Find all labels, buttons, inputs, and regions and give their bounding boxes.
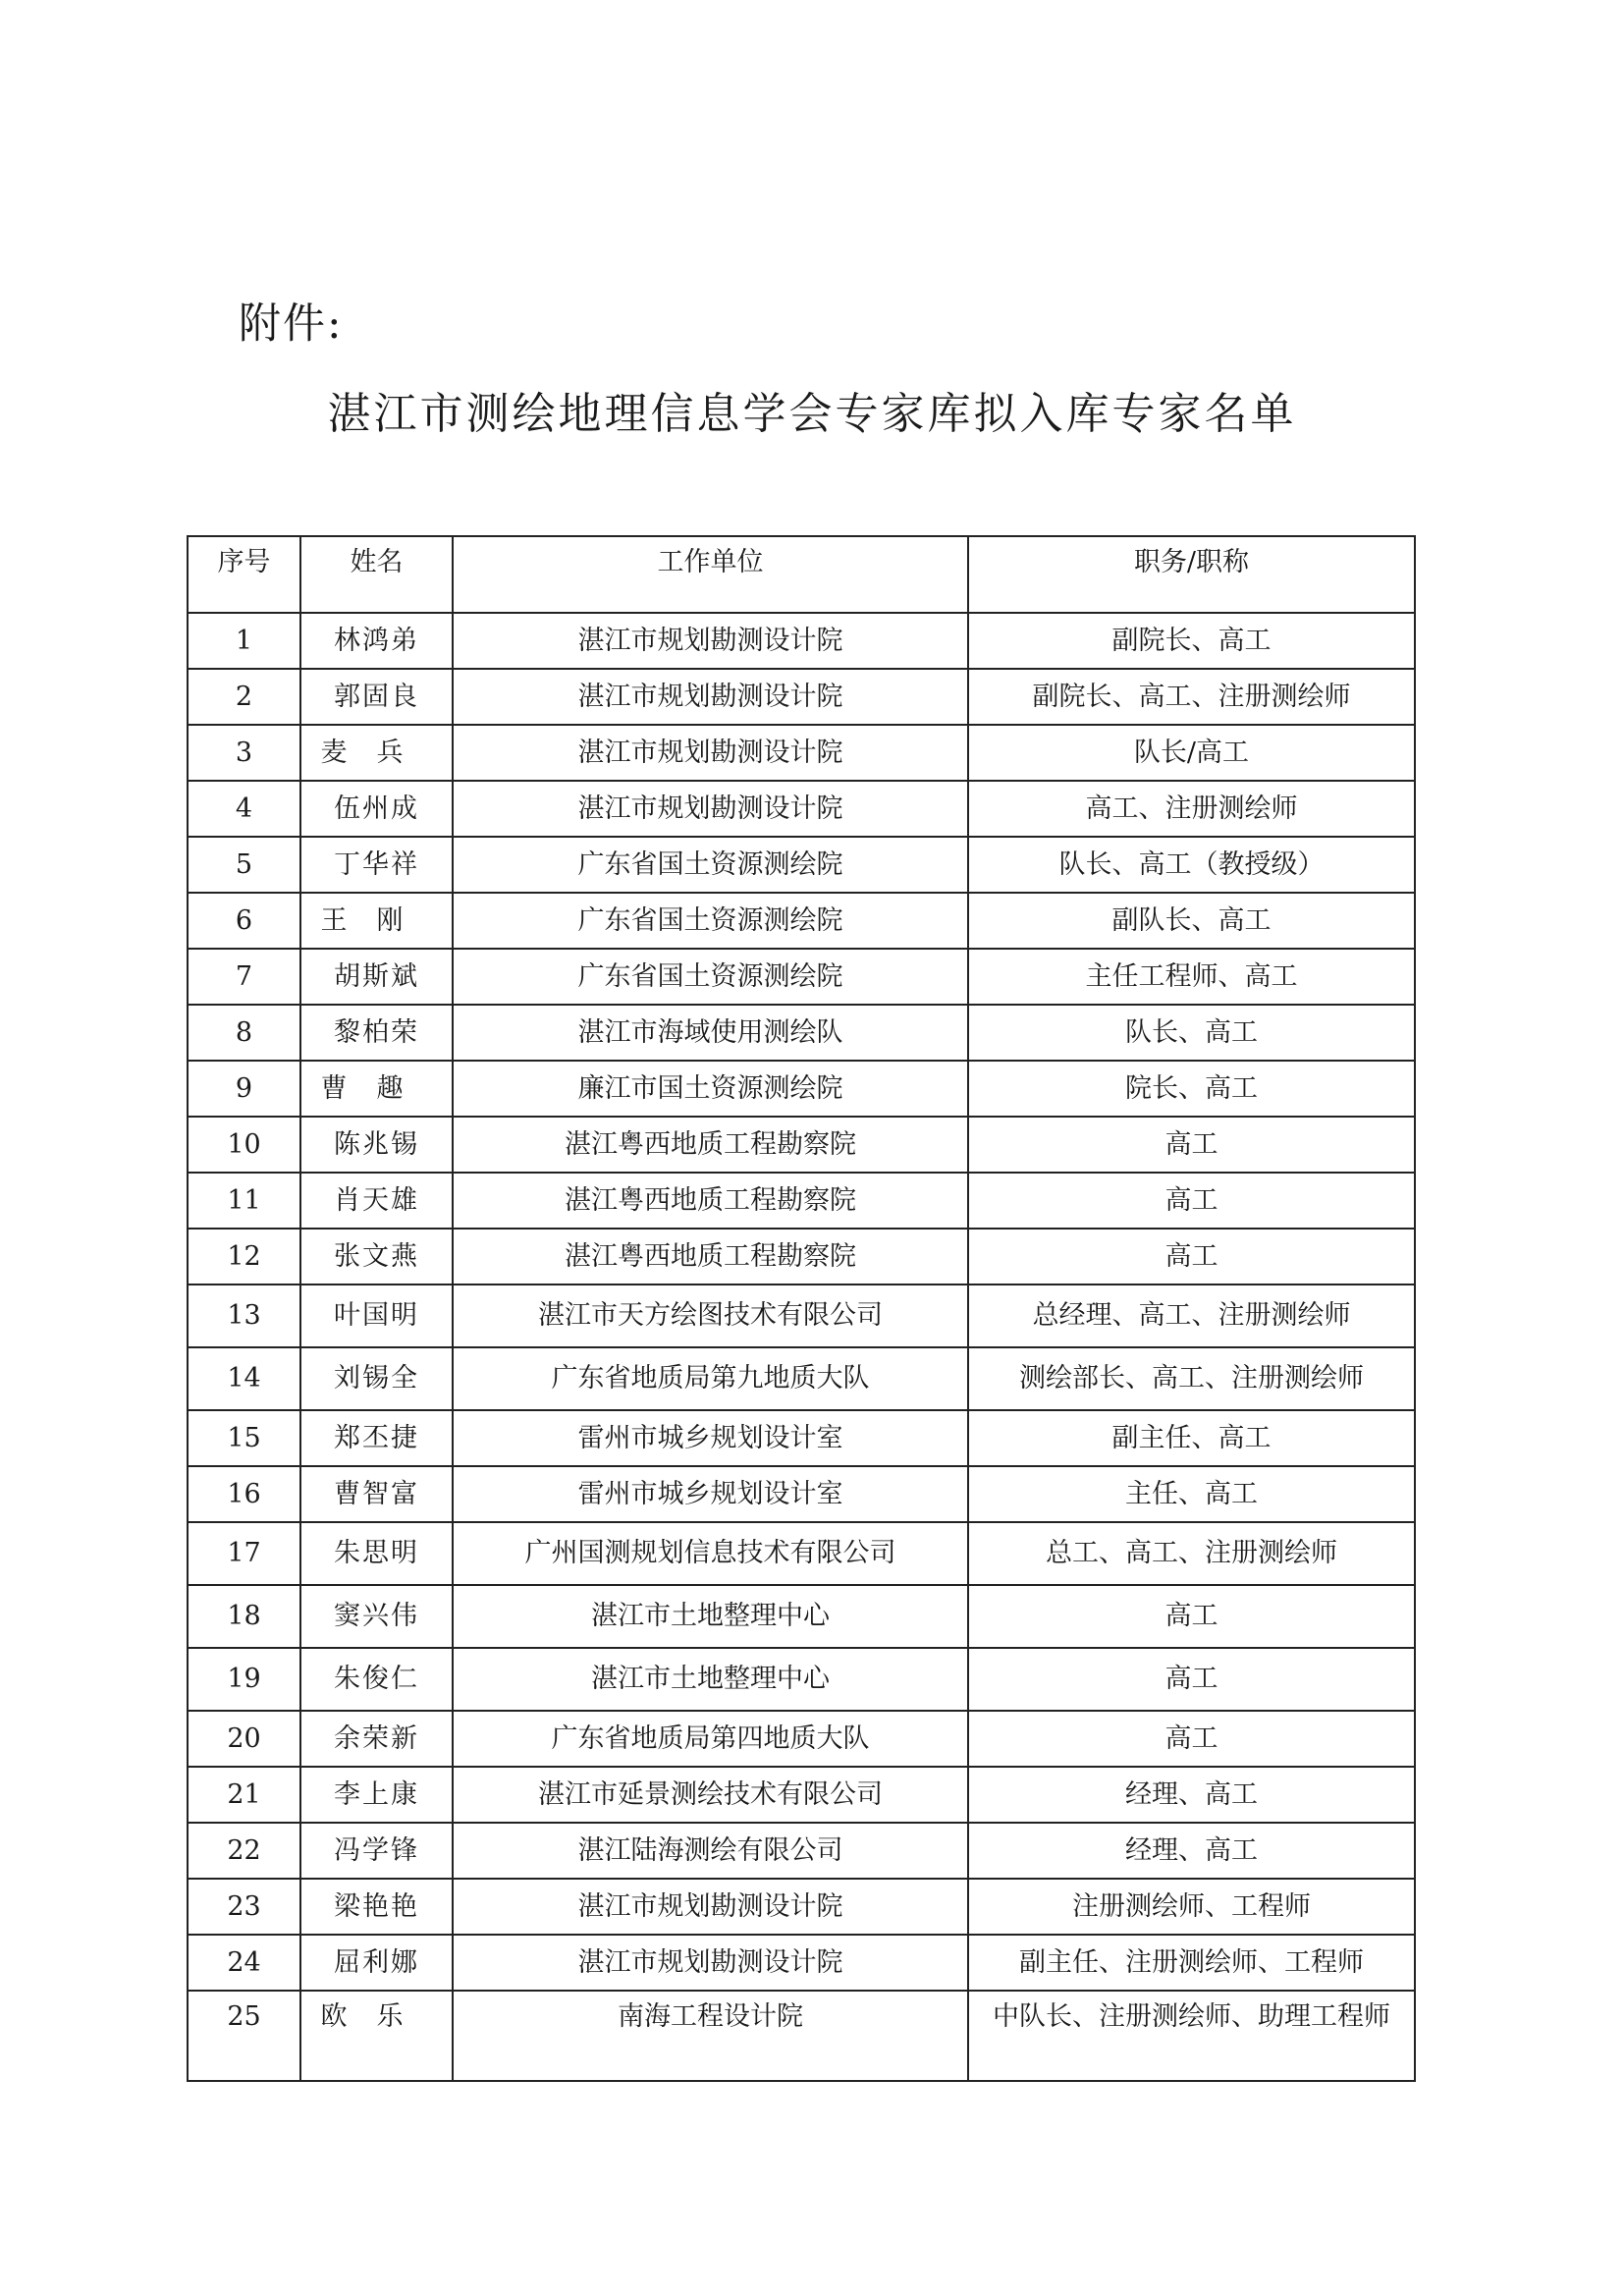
document-title: 湛江市测绘地理信息学会专家库拟入库专家名单 (327, 389, 1297, 439)
cell-no: 15 (188, 1410, 300, 1466)
header-org: 工作单位 (453, 536, 968, 613)
cell-name: 叶国明 (300, 1285, 453, 1347)
cell-name: 陈兆锡 (300, 1117, 453, 1173)
table-header-row (188, 536, 1415, 613)
cell-title: 总经理、高工、注册测绘师 (968, 1285, 1415, 1347)
table-row (188, 781, 1415, 837)
cell-title: 副院长、高工、注册测绘师 (968, 669, 1415, 725)
cell-title: 院长、高工 (968, 1061, 1415, 1117)
cell-title: 队长、高工（教授级） (968, 837, 1415, 893)
cell-no: 9 (188, 1061, 300, 1117)
cell-name: 张文燕 (300, 1229, 453, 1285)
table-row (188, 1285, 1415, 1347)
cell-org: 湛江市延景测绘技术有限公司 (453, 1767, 968, 1823)
cell-no: 20 (188, 1711, 300, 1767)
cell-no: 4 (188, 781, 300, 837)
cell-name: 冯学锋 (300, 1823, 453, 1879)
attachment-label: 附件: (239, 300, 344, 349)
table-row (188, 1005, 1415, 1061)
cell-org: 湛江市规划勘测设计院 (453, 1935, 968, 1991)
cell-org: 廉江市国土资源测绘院 (453, 1061, 968, 1117)
table-row (188, 1991, 1415, 2081)
cell-no: 17 (188, 1522, 300, 1585)
cell-no: 2 (188, 669, 300, 725)
cell-org: 广东省地质局第九地质大队 (453, 1347, 968, 1410)
cell-title: 副院长、高工 (968, 613, 1415, 669)
table-row (188, 1767, 1415, 1823)
cell-no: 12 (188, 1229, 300, 1285)
table-row (188, 1711, 1415, 1767)
cell-name: 黎柏荣 (300, 1005, 453, 1061)
cell-name: 丁华祥 (300, 837, 453, 893)
cell-org: 广东省地质局第四地质大队 (453, 1711, 968, 1767)
cell-title: 队长/高工 (968, 725, 1415, 781)
cell-name: 梁艳艳 (300, 1879, 453, 1935)
cell-org: 湛江市规划勘测设计院 (453, 781, 968, 837)
cell-org: 湛江市规划勘测设计院 (453, 1879, 968, 1935)
cell-no: 25 (188, 1991, 300, 2081)
cell-no: 24 (188, 1935, 300, 1991)
cell-title: 主任工程师、高工 (968, 949, 1415, 1005)
cell-org: 湛江粤西地质工程勘察院 (453, 1173, 968, 1229)
expert-roster-table (187, 535, 1416, 2082)
table-row (188, 1117, 1415, 1173)
table-row (188, 1061, 1415, 1117)
cell-name: 刘锡全 (300, 1347, 453, 1410)
table-row (188, 949, 1415, 1005)
cell-name: 朱俊仁 (300, 1648, 453, 1711)
cell-title: 高工、注册测绘师 (968, 781, 1415, 837)
cell-org: 广东省国土资源测绘院 (453, 837, 968, 893)
cell-no: 22 (188, 1823, 300, 1879)
cell-name: 屈利娜 (300, 1935, 453, 1991)
cell-org: 雷州市城乡规划设计室 (453, 1410, 968, 1466)
cell-no: 14 (188, 1347, 300, 1410)
cell-no: 11 (188, 1173, 300, 1229)
cell-org: 湛江市土地整理中心 (453, 1585, 968, 1648)
table-row (188, 1823, 1415, 1879)
cell-title: 队长、高工 (968, 1005, 1415, 1061)
cell-no: 5 (188, 837, 300, 893)
cell-title: 经理、高工 (968, 1767, 1415, 1823)
table-row (188, 725, 1415, 781)
cell-no: 8 (188, 1005, 300, 1061)
cell-org: 广东省国土资源测绘院 (453, 893, 968, 949)
header-name: 姓名 (300, 536, 453, 613)
cell-title: 总工、高工、注册测绘师 (968, 1522, 1415, 1585)
cell-name: 窦兴伟 (300, 1585, 453, 1648)
table-row (188, 613, 1415, 669)
cell-org: 南海工程设计院 (453, 1991, 968, 2081)
table-row (188, 1466, 1415, 1522)
cell-no: 10 (188, 1117, 300, 1173)
cell-org: 湛江粤西地质工程勘察院 (453, 1229, 968, 1285)
cell-org: 湛江市土地整理中心 (453, 1648, 968, 1711)
header-title: 职务/职称 (968, 536, 1415, 613)
cell-title: 高工 (968, 1173, 1415, 1229)
cell-name: 余荣新 (300, 1711, 453, 1767)
cell-name: 曹趣 (300, 1061, 453, 1117)
cell-title: 副主任、注册测绘师、工程师 (968, 1935, 1415, 1991)
table-row (188, 1585, 1415, 1648)
cell-name: 林鸿弟 (300, 613, 453, 669)
cell-no: 23 (188, 1879, 300, 1935)
cell-no: 13 (188, 1285, 300, 1347)
cell-title: 经理、高工 (968, 1823, 1415, 1879)
cell-org: 湛江市规划勘测设计院 (453, 669, 968, 725)
cell-name: 麦兵 (300, 725, 453, 781)
cell-title: 测绘部长、高工、注册测绘师 (968, 1347, 1415, 1410)
cell-org: 广州国测规划信息技术有限公司 (453, 1522, 968, 1585)
cell-name: 郑丕捷 (300, 1410, 453, 1466)
cell-title: 高工 (968, 1229, 1415, 1285)
cell-org: 湛江市规划勘测设计院 (453, 725, 968, 781)
table-row (188, 1879, 1415, 1935)
cell-title: 主任、高工 (968, 1466, 1415, 1522)
cell-name: 胡斯斌 (300, 949, 453, 1005)
cell-org: 雷州市城乡规划设计室 (453, 1466, 968, 1522)
cell-name: 朱思明 (300, 1522, 453, 1585)
cell-name: 郭固良 (300, 669, 453, 725)
cell-no: 6 (188, 893, 300, 949)
cell-title: 高工 (968, 1117, 1415, 1173)
cell-title: 高工 (968, 1711, 1415, 1767)
cell-org: 湛江粤西地质工程勘察院 (453, 1117, 968, 1173)
cell-title: 中队长、注册测绘师、助理工程师 (968, 1991, 1415, 2081)
cell-name: 欧乐 (300, 1991, 453, 2081)
cell-name: 王刚 (300, 893, 453, 949)
table-row (188, 1347, 1415, 1410)
cell-no: 21 (188, 1767, 300, 1823)
cell-title: 高工 (968, 1585, 1415, 1648)
table-row (188, 669, 1415, 725)
cell-no: 3 (188, 725, 300, 781)
cell-name: 曹智富 (300, 1466, 453, 1522)
table-row (188, 1410, 1415, 1466)
cell-name: 李上康 (300, 1767, 453, 1823)
cell-title: 副队长、高工 (968, 893, 1415, 949)
header-no: 序号 (188, 536, 300, 613)
cell-name: 伍州成 (300, 781, 453, 837)
cell-title: 注册测绘师、工程师 (968, 1879, 1415, 1935)
table-row (188, 1935, 1415, 1991)
cell-title: 高工 (968, 1648, 1415, 1711)
table-row (188, 1173, 1415, 1229)
cell-no: 7 (188, 949, 300, 1005)
cell-no: 1 (188, 613, 300, 669)
table-row (188, 893, 1415, 949)
cell-org: 广东省国土资源测绘院 (453, 949, 968, 1005)
table-row (188, 837, 1415, 893)
table-row (188, 1229, 1415, 1285)
cell-org: 湛江市海域使用测绘队 (453, 1005, 968, 1061)
table-row (188, 1648, 1415, 1711)
cell-no: 19 (188, 1648, 300, 1711)
cell-name: 肖天雄 (300, 1173, 453, 1229)
cell-org: 湛江市规划勘测设计院 (453, 613, 968, 669)
cell-no: 18 (188, 1585, 300, 1648)
cell-org: 湛江市天方绘图技术有限公司 (453, 1285, 968, 1347)
cell-org: 湛江陆海测绘有限公司 (453, 1823, 968, 1879)
cell-no: 16 (188, 1466, 300, 1522)
table-row (188, 1522, 1415, 1585)
cell-title: 副主任、高工 (968, 1410, 1415, 1466)
